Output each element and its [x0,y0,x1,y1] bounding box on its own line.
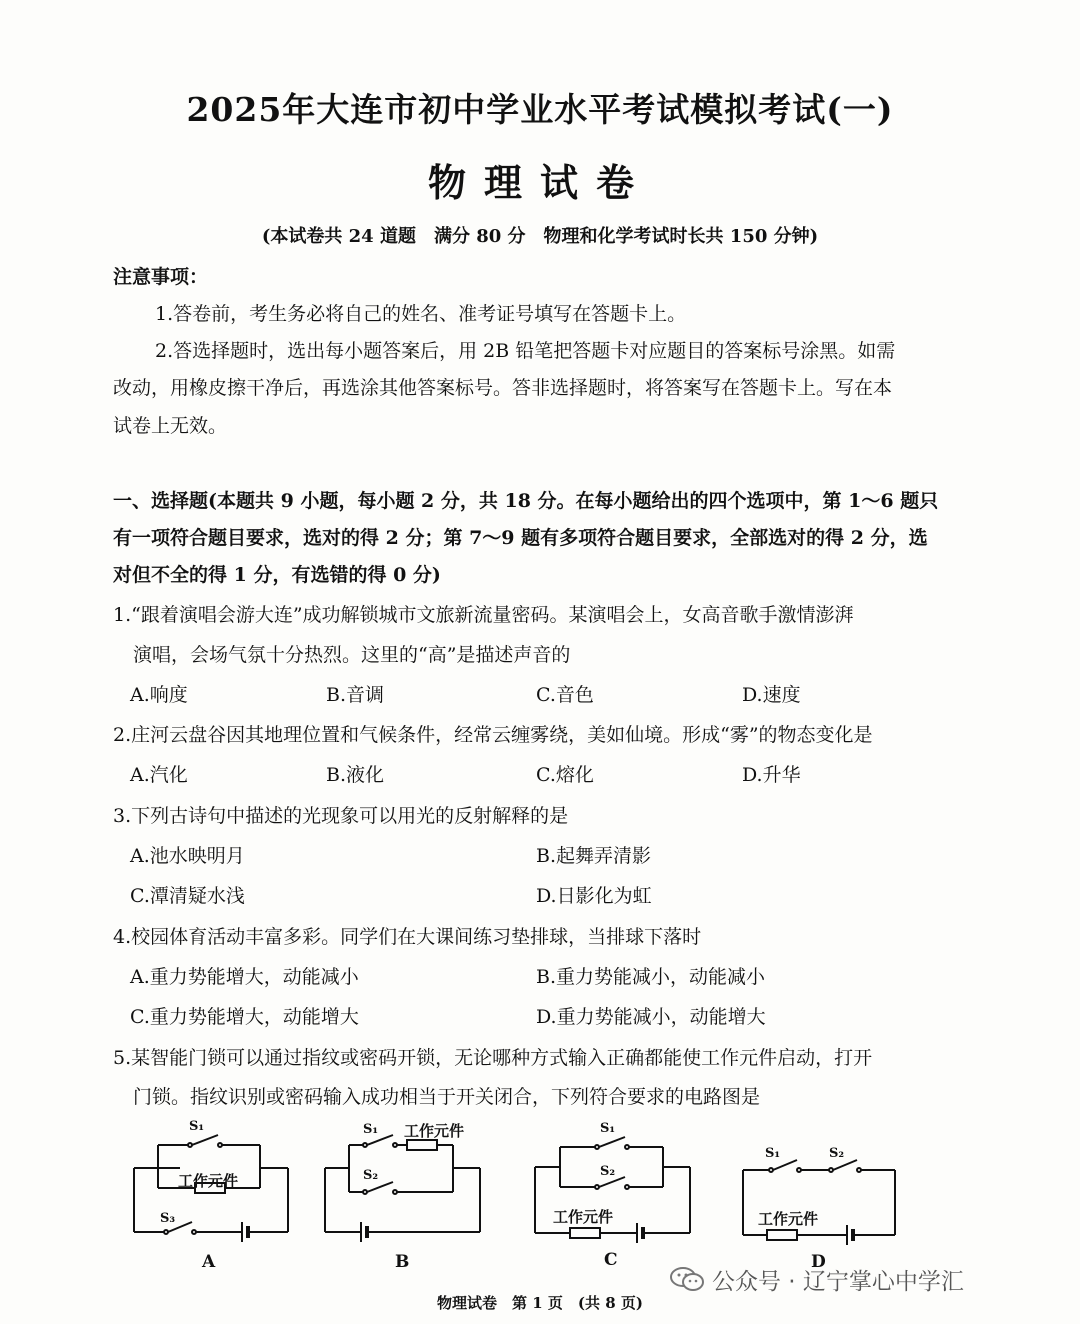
circuit-d-label-s1: S₁ [765,1146,781,1161]
question-3-option-a: A.池水映明月 [130,845,245,867]
circuit-b-label-element: 工作元件 [404,1122,465,1140]
question-2-stem: 2.庄河云盘谷因其地理位置和气候条件，经常云缠雾绕，美如仙境。形成“雾”的物态变化是 [113,724,873,746]
circuit-diagram-d [735,1145,910,1250]
question-4-option-b: B.重力势能减小，动能减小 [536,966,766,988]
notice-line: 试卷上无效。 [113,415,228,437]
question-2-option-a: A.汽化 [130,764,188,786]
circuit-a-label-s1: S₁ [189,1119,205,1134]
question-2-option-d: D.升华 [742,764,801,786]
question-1-option-b: B.音调 [326,684,385,706]
section-heading-line: 对但不全的得 1 分，有选错的得 0 分) [113,564,441,586]
circuit-d-label-s2: S₂ [829,1146,845,1161]
circuit-b-label-s1: S₁ [363,1122,379,1137]
circuit-c-label-s1: S₁ [600,1121,616,1136]
question-1-stem: 1.“跟着演唱会游大连”成功解锁城市文旅新流量密码。某演唱会上，女高音歌手激情澎湃 [113,604,854,626]
question-5-stem: 5.某智能门锁可以通过指纹或密码开锁，无论哪种方式输入正确都能使工作元件启动，打开 [113,1047,873,1069]
watermark-text: 公众号 · 辽宁掌心中学汇 [712,1269,964,1295]
circuit-d-label-element: 工作元件 [758,1210,819,1228]
circuit-c-label-s2: S₂ [600,1164,616,1179]
question-1-option-d: D.速度 [742,684,801,706]
question-3-option-c: C.潭清疑水浅 [130,885,245,907]
page-footer: 物理试卷 第 1 页 (共 8 页) [437,1294,643,1312]
notice-heading: 注意事项： [113,266,209,288]
question-4-stem: 4.校园体育活动丰富多彩。同学们在大课间练习垫排球，当排球下落时 [113,926,702,948]
question-3-option-b: B.起舞弄清影 [536,845,652,867]
question-4-option-d: D.重力势能减小，动能增大 [536,1006,766,1028]
notice-line: 改动，用橡皮擦干净后，再选涂其他答案标号。答非选择题时，将答案写在答题卡上。写在本 [113,377,893,399]
question-1-option-a: A.响度 [130,684,188,706]
question-5-stem: 门锁。指纹识别或密码输入成功相当于开关闭合，下列符合要求的电路图是 [133,1086,761,1108]
question-4-option-a: A.重力势能增大，动能减小 [130,966,359,988]
section-heading-line: 有一项符合题目要求，选对的得 2 分；第 7～9 题有多项符合题目要求，全部选对的得 2 分，选 [113,527,928,549]
exam-meta: (本试卷共 24 道题 满分 80 分 物理和化学考试时长共 150 分钟) [261,226,819,247]
question-2-option-c: C.熔化 [536,764,594,786]
question-3-stem: 3.下列古诗句中描述的光现象可以用光的反射解释的是 [113,805,569,827]
question-2-option-b: B.液化 [326,764,385,786]
notice-line: 1.答卷前，考生务必将自己的姓名、准考证号填写在答题卡上。 [155,303,687,325]
question-1-option-c: C.音色 [536,684,594,706]
circuit-d-caption: D [811,1252,826,1272]
exam-title: 2025年大连市初中学业水平考试模拟考试(一) [186,90,894,129]
circuit-c-caption: C [604,1250,618,1270]
circuit-c-label-element: 工作元件 [553,1208,614,1226]
question-3-option-d: D.日影化为虹 [536,885,652,907]
circuit-a-caption: A [202,1252,216,1272]
circuit-b-label-s2: S₂ [363,1168,379,1183]
question-1-stem: 演唱，会场气氛十分热烈。这里的“高”是描述声音的 [133,644,571,666]
subject-title: 物理试卷 [427,160,652,205]
notice-line: 2.答选择题时，选出每小题答案后，用 2B 铅笔把答题卡对应题目的答案标号涂黑。如需 [155,340,896,362]
section-heading-line: 一、选择题(本题共 9 小题，每小题 2 分，共 18 分。在每小题给出的四个选项中，第 1～6 题只 [113,490,939,512]
question-4-option-c: C.重力势能增大，动能增大 [130,1006,359,1028]
circuit-a-label-s3: S₃ [160,1211,176,1226]
circuit-a-label-element: 工作元件 [178,1172,239,1190]
circuit-b-caption: B [395,1252,410,1272]
circuit-diagram-c [525,1125,700,1255]
wechat-icon [670,1266,704,1292]
